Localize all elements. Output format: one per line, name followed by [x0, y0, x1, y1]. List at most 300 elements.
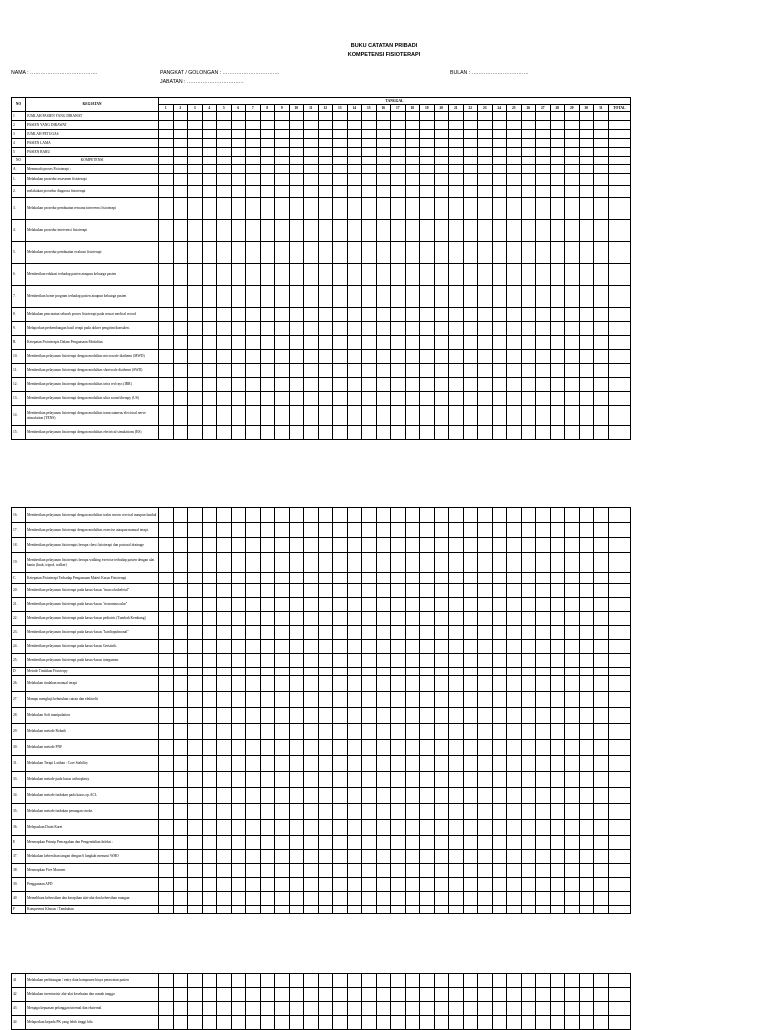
tally-cell[interactable] [463, 148, 478, 157]
tally-cell[interactable] [362, 692, 377, 708]
tally-cell[interactable] [246, 740, 261, 756]
tally-cell[interactable] [217, 584, 232, 598]
tally-cell[interactable] [246, 308, 261, 322]
tally-cell[interactable] [333, 508, 348, 523]
tally-cell[interactable] [507, 692, 522, 708]
tally-cell[interactable] [231, 378, 246, 392]
tally-cell[interactable] [289, 364, 304, 378]
tally-cell[interactable] [579, 198, 594, 220]
tally-cell[interactable] [478, 850, 493, 864]
tally-cell[interactable] [521, 286, 536, 308]
tally-cell[interactable] [173, 220, 188, 242]
tally-cell[interactable] [463, 508, 478, 523]
tally-cell[interactable] [217, 157, 232, 165]
tally-cell[interactable] [289, 878, 304, 892]
tally-cell[interactable] [507, 654, 522, 668]
tally-cell[interactable] [347, 286, 362, 308]
tally-cell[interactable] [594, 378, 609, 392]
tally-cell[interactable] [159, 523, 174, 538]
tally-cell[interactable] [289, 640, 304, 654]
tally-cell[interactable] [304, 286, 319, 308]
tally-cell[interactable] [159, 612, 174, 626]
tally-cell[interactable] [449, 1016, 464, 1030]
tally-cell[interactable] [536, 692, 551, 708]
tally-cell[interactable] [550, 523, 565, 538]
tally-cell[interactable] [275, 538, 290, 553]
tally-cell[interactable] [550, 724, 565, 740]
tally-cell[interactable] [478, 157, 493, 165]
tally-cell[interactable] [289, 165, 304, 174]
tally-cell[interactable] [478, 788, 493, 804]
tally-cell[interactable] [463, 756, 478, 772]
tally-cell[interactable] [188, 692, 203, 708]
tally-cell[interactable] [608, 186, 630, 198]
tally-cell[interactable] [521, 836, 536, 850]
tally-cell[interactable] [304, 668, 319, 676]
tally-cell[interactable] [304, 1016, 319, 1030]
tally-cell[interactable] [304, 186, 319, 198]
tally-cell[interactable] [507, 350, 522, 364]
tally-cell[interactable] [275, 112, 290, 121]
tally-cell[interactable] [536, 676, 551, 692]
tally-cell[interactable] [217, 820, 232, 836]
tally-cell[interactable] [420, 654, 435, 668]
tally-cell[interactable] [463, 1016, 478, 1030]
tally-cell[interactable] [536, 198, 551, 220]
tally-cell[interactable] [565, 598, 580, 612]
tally-cell[interactable] [579, 573, 594, 584]
tally-cell[interactable] [376, 198, 391, 220]
tally-cell[interactable] [275, 121, 290, 130]
tally-cell[interactable] [536, 220, 551, 242]
tally-cell[interactable] [565, 708, 580, 724]
tally-cell[interactable] [289, 974, 304, 988]
tally-cell[interactable] [304, 640, 319, 654]
tally-cell[interactable] [478, 676, 493, 692]
tally-cell[interactable] [405, 286, 420, 308]
tally-cell[interactable] [405, 1002, 420, 1016]
tally-cell[interactable] [347, 148, 362, 157]
tally-cell[interactable] [463, 974, 478, 988]
tally-cell[interactable] [362, 676, 377, 692]
tally-cell[interactable] [478, 724, 493, 740]
tally-cell[interactable] [231, 186, 246, 198]
tally-cell[interactable] [521, 157, 536, 165]
tally-cell[interactable] [289, 708, 304, 724]
tally-cell[interactable] [420, 112, 435, 121]
tally-cell[interactable] [565, 174, 580, 186]
tally-cell[interactable] [608, 121, 630, 130]
tally-cell[interactable] [391, 121, 406, 130]
tally-cell[interactable] [550, 676, 565, 692]
tally-cell[interactable] [275, 139, 290, 148]
tally-cell[interactable] [231, 198, 246, 220]
tally-cell[interactable] [347, 1002, 362, 1016]
tally-cell[interactable] [217, 708, 232, 724]
tally-cell[interactable] [347, 692, 362, 708]
tally-cell[interactable] [260, 804, 275, 820]
tally-cell[interactable] [159, 756, 174, 772]
tally-cell[interactable] [434, 676, 449, 692]
tally-cell[interactable] [260, 174, 275, 186]
tally-cell[interactable] [420, 186, 435, 198]
tally-cell[interactable] [492, 523, 507, 538]
tally-cell[interactable] [231, 788, 246, 804]
tally-cell[interactable] [188, 740, 203, 756]
tally-cell[interactable] [608, 220, 630, 242]
tally-cell[interactable] [318, 130, 333, 139]
tally-cell[interactable] [492, 724, 507, 740]
tally-cell[interactable] [405, 850, 420, 864]
tally-cell[interactable] [521, 112, 536, 121]
tally-cell[interactable] [275, 392, 290, 406]
tally-cell[interactable] [478, 654, 493, 668]
tally-cell[interactable] [304, 788, 319, 804]
tally-cell[interactable] [420, 598, 435, 612]
tally-cell[interactable] [594, 322, 609, 336]
tally-cell[interactable] [188, 724, 203, 740]
tally-cell[interactable] [333, 640, 348, 654]
tally-cell[interactable] [608, 906, 630, 914]
tally-cell[interactable] [289, 692, 304, 708]
tally-cell[interactable] [304, 584, 319, 598]
tally-cell[interactable] [362, 553, 377, 573]
tally-cell[interactable] [318, 772, 333, 788]
tally-cell[interactable] [347, 788, 362, 804]
tally-cell[interactable] [449, 692, 464, 708]
tally-cell[interactable] [260, 892, 275, 906]
tally-cell[interactable] [579, 336, 594, 350]
tally-cell[interactable] [260, 740, 275, 756]
tally-cell[interactable] [202, 406, 217, 426]
tally-cell[interactable] [289, 186, 304, 198]
tally-cell[interactable] [594, 850, 609, 864]
tally-cell[interactable] [536, 392, 551, 406]
tally-cell[interactable] [405, 878, 420, 892]
tally-cell[interactable] [521, 364, 536, 378]
tally-cell[interactable] [202, 584, 217, 598]
tally-cell[interactable] [463, 584, 478, 598]
tally-cell[interactable] [536, 836, 551, 850]
tally-cell[interactable] [304, 538, 319, 553]
tally-cell[interactable] [289, 286, 304, 308]
tally-cell[interactable] [608, 426, 630, 440]
tally-cell[interactable] [173, 553, 188, 573]
tally-cell[interactable] [246, 553, 261, 573]
tally-cell[interactable] [304, 198, 319, 220]
tally-cell[interactable] [478, 198, 493, 220]
tally-cell[interactable] [536, 286, 551, 308]
tally-cell[interactable] [304, 772, 319, 788]
tally-cell[interactable] [478, 322, 493, 336]
tally-cell[interactable] [347, 523, 362, 538]
tally-cell[interactable] [333, 121, 348, 130]
tally-cell[interactable] [434, 988, 449, 1002]
tally-cell[interactable] [362, 724, 377, 740]
tally-cell[interactable] [536, 988, 551, 1002]
tally-cell[interactable] [608, 350, 630, 364]
tally-cell[interactable] [608, 878, 630, 892]
tally-cell[interactable] [449, 988, 464, 1002]
tally-cell[interactable] [405, 148, 420, 157]
tally-cell[interactable] [434, 864, 449, 878]
tally-cell[interactable] [449, 553, 464, 573]
tally-cell[interactable] [391, 157, 406, 165]
tally-cell[interactable] [478, 584, 493, 598]
tally-cell[interactable] [347, 892, 362, 906]
tally-cell[interactable] [260, 538, 275, 553]
tally-cell[interactable] [333, 165, 348, 174]
tally-cell[interactable] [260, 242, 275, 264]
tally-cell[interactable] [246, 724, 261, 740]
tally-cell[interactable] [246, 676, 261, 692]
tally-cell[interactable] [536, 538, 551, 553]
tally-cell[interactable] [347, 336, 362, 350]
tally-cell[interactable] [231, 612, 246, 626]
tally-cell[interactable] [478, 148, 493, 157]
tally-cell[interactable] [594, 308, 609, 322]
tally-cell[interactable] [188, 804, 203, 820]
tally-cell[interactable] [173, 186, 188, 198]
tally-cell[interactable] [260, 820, 275, 836]
tally-cell[interactable] [521, 573, 536, 584]
tally-cell[interactable] [289, 906, 304, 914]
tally-cell[interactable] [304, 364, 319, 378]
tally-cell[interactable] [159, 988, 174, 1002]
tally-cell[interactable] [202, 988, 217, 1002]
tally-cell[interactable] [159, 553, 174, 573]
tally-cell[interactable] [333, 350, 348, 364]
tally-cell[interactable] [507, 553, 522, 573]
tally-cell[interactable] [217, 112, 232, 121]
tally-cell[interactable] [275, 553, 290, 573]
tally-cell[interactable] [536, 724, 551, 740]
tally-cell[interactable] [434, 640, 449, 654]
tally-cell[interactable] [434, 820, 449, 836]
tally-cell[interactable] [173, 668, 188, 676]
tally-cell[interactable] [304, 350, 319, 364]
tally-cell[interactable] [318, 112, 333, 121]
tally-cell[interactable] [550, 756, 565, 772]
tally-cell[interactable] [188, 121, 203, 130]
tally-cell[interactable] [217, 264, 232, 286]
tally-cell[interactable] [478, 668, 493, 676]
tally-cell[interactable] [492, 186, 507, 198]
tally-cell[interactable] [405, 165, 420, 174]
tally-cell[interactable] [376, 157, 391, 165]
tally-cell[interactable] [362, 573, 377, 584]
tally-cell[interactable] [391, 286, 406, 308]
tally-cell[interactable] [594, 668, 609, 676]
tally-cell[interactable] [594, 523, 609, 538]
tally-cell[interactable] [362, 157, 377, 165]
tally-cell[interactable] [318, 322, 333, 336]
tally-cell[interactable] [289, 1016, 304, 1030]
tally-cell[interactable] [550, 612, 565, 626]
tally-cell[interactable] [521, 654, 536, 668]
tally-cell[interactable] [362, 336, 377, 350]
tally-cell[interactable] [521, 772, 536, 788]
tally-cell[interactable] [217, 286, 232, 308]
tally-cell[interactable] [434, 157, 449, 165]
tally-cell[interactable] [318, 139, 333, 148]
tally-cell[interactable] [289, 264, 304, 286]
tally-cell[interactable] [478, 892, 493, 906]
tally-cell[interactable] [463, 612, 478, 626]
tally-cell[interactable] [579, 322, 594, 336]
tally-cell[interactable] [463, 598, 478, 612]
tally-cell[interactable] [318, 654, 333, 668]
tally-cell[interactable] [594, 139, 609, 148]
tally-cell[interactable] [449, 584, 464, 598]
tally-cell[interactable] [333, 864, 348, 878]
tally-cell[interactable] [362, 139, 377, 148]
tally-cell[interactable] [565, 322, 580, 336]
tally-cell[interactable] [188, 378, 203, 392]
tally-cell[interactable] [608, 508, 630, 523]
tally-cell[interactable] [507, 148, 522, 157]
tally-cell[interactable] [260, 756, 275, 772]
tally-cell[interactable] [362, 1002, 377, 1016]
tally-cell[interactable] [231, 626, 246, 640]
tally-cell[interactable] [463, 139, 478, 148]
tally-cell[interactable] [521, 378, 536, 392]
tally-cell[interactable] [434, 406, 449, 426]
tally-cell[interactable] [463, 708, 478, 724]
tally-cell[interactable] [478, 553, 493, 573]
tally-cell[interactable] [521, 804, 536, 820]
tally-cell[interactable] [362, 264, 377, 286]
tally-cell[interactable] [579, 864, 594, 878]
tally-cell[interactable] [347, 654, 362, 668]
tally-cell[interactable] [579, 640, 594, 654]
tally-cell[interactable] [231, 112, 246, 121]
tally-cell[interactable] [434, 974, 449, 988]
tally-cell[interactable] [318, 186, 333, 198]
tally-cell[interactable] [231, 1002, 246, 1016]
tally-cell[interactable] [391, 406, 406, 426]
tally-cell[interactable] [507, 788, 522, 804]
tally-cell[interactable] [304, 174, 319, 186]
tally-cell[interactable] [188, 626, 203, 640]
tally-cell[interactable] [391, 584, 406, 598]
tally-cell[interactable] [463, 121, 478, 130]
tally-cell[interactable] [550, 553, 565, 573]
tally-cell[interactable] [521, 1002, 536, 1016]
tally-cell[interactable] [318, 426, 333, 440]
tally-cell[interactable] [202, 165, 217, 174]
tally-cell[interactable] [217, 988, 232, 1002]
tally-cell[interactable] [434, 174, 449, 186]
tally-cell[interactable] [579, 584, 594, 598]
tally-cell[interactable] [231, 668, 246, 676]
tally-cell[interactable] [391, 906, 406, 914]
tally-cell[interactable] [565, 772, 580, 788]
tally-cell[interactable] [391, 668, 406, 676]
tally-cell[interactable] [159, 220, 174, 242]
tally-cell[interactable] [594, 892, 609, 906]
tally-cell[interactable] [289, 220, 304, 242]
tally-cell[interactable] [579, 157, 594, 165]
tally-cell[interactable] [434, 598, 449, 612]
tally-cell[interactable] [492, 668, 507, 676]
tally-cell[interactable] [275, 676, 290, 692]
tally-cell[interactable] [550, 584, 565, 598]
tally-cell[interactable] [492, 322, 507, 336]
tally-cell[interactable] [550, 772, 565, 788]
tally-cell[interactable] [420, 406, 435, 426]
tally-cell[interactable] [521, 612, 536, 626]
tally-cell[interactable] [173, 1002, 188, 1016]
tally-cell[interactable] [246, 406, 261, 426]
tally-cell[interactable] [376, 174, 391, 186]
tally-cell[interactable] [565, 364, 580, 378]
tally-cell[interactable] [347, 508, 362, 523]
tally-cell[interactable] [188, 364, 203, 378]
tally-cell[interactable] [333, 988, 348, 1002]
tally-cell[interactable] [507, 364, 522, 378]
tally-cell[interactable] [507, 708, 522, 724]
tally-cell[interactable] [550, 906, 565, 914]
tally-cell[interactable] [565, 892, 580, 906]
tally-cell[interactable] [449, 308, 464, 322]
tally-cell[interactable] [550, 165, 565, 174]
tally-cell[interactable] [463, 538, 478, 553]
tally-cell[interactable] [376, 220, 391, 242]
tally-cell[interactable] [550, 788, 565, 804]
tally-cell[interactable] [449, 336, 464, 350]
tally-cell[interactable] [231, 974, 246, 988]
tally-cell[interactable] [275, 378, 290, 392]
tally-cell[interactable] [275, 406, 290, 426]
tally-cell[interactable] [478, 121, 493, 130]
tally-cell[interactable] [608, 864, 630, 878]
tally-cell[interactable] [318, 538, 333, 553]
tally-cell[interactable] [347, 668, 362, 676]
tally-cell[interactable] [173, 406, 188, 426]
tally-cell[interactable] [579, 286, 594, 308]
tally-cell[interactable] [449, 598, 464, 612]
tally-cell[interactable] [536, 130, 551, 139]
tally-cell[interactable] [217, 364, 232, 378]
tally-cell[interactable] [492, 264, 507, 286]
tally-cell[interactable] [275, 772, 290, 788]
tally-cell[interactable] [188, 553, 203, 573]
tally-cell[interactable] [536, 174, 551, 186]
tally-cell[interactable] [463, 198, 478, 220]
tally-cell[interactable] [304, 988, 319, 1002]
tally-cell[interactable] [217, 850, 232, 864]
tally-cell[interactable] [608, 584, 630, 598]
tally-cell[interactable] [202, 121, 217, 130]
tally-cell[interactable] [536, 654, 551, 668]
tally-cell[interactable] [608, 626, 630, 640]
tally-cell[interactable] [260, 654, 275, 668]
tally-cell[interactable] [478, 740, 493, 756]
tally-cell[interactable] [333, 906, 348, 914]
tally-cell[interactable] [217, 220, 232, 242]
tally-cell[interactable] [289, 130, 304, 139]
tally-cell[interactable] [362, 538, 377, 553]
tally-cell[interactable] [463, 165, 478, 174]
tally-cell[interactable] [449, 148, 464, 157]
tally-cell[interactable] [347, 242, 362, 264]
tally-cell[interactable] [260, 392, 275, 406]
tally-cell[interactable] [565, 121, 580, 130]
tally-cell[interactable] [333, 676, 348, 692]
tally-cell[interactable] [202, 264, 217, 286]
tally-cell[interactable] [565, 1016, 580, 1030]
